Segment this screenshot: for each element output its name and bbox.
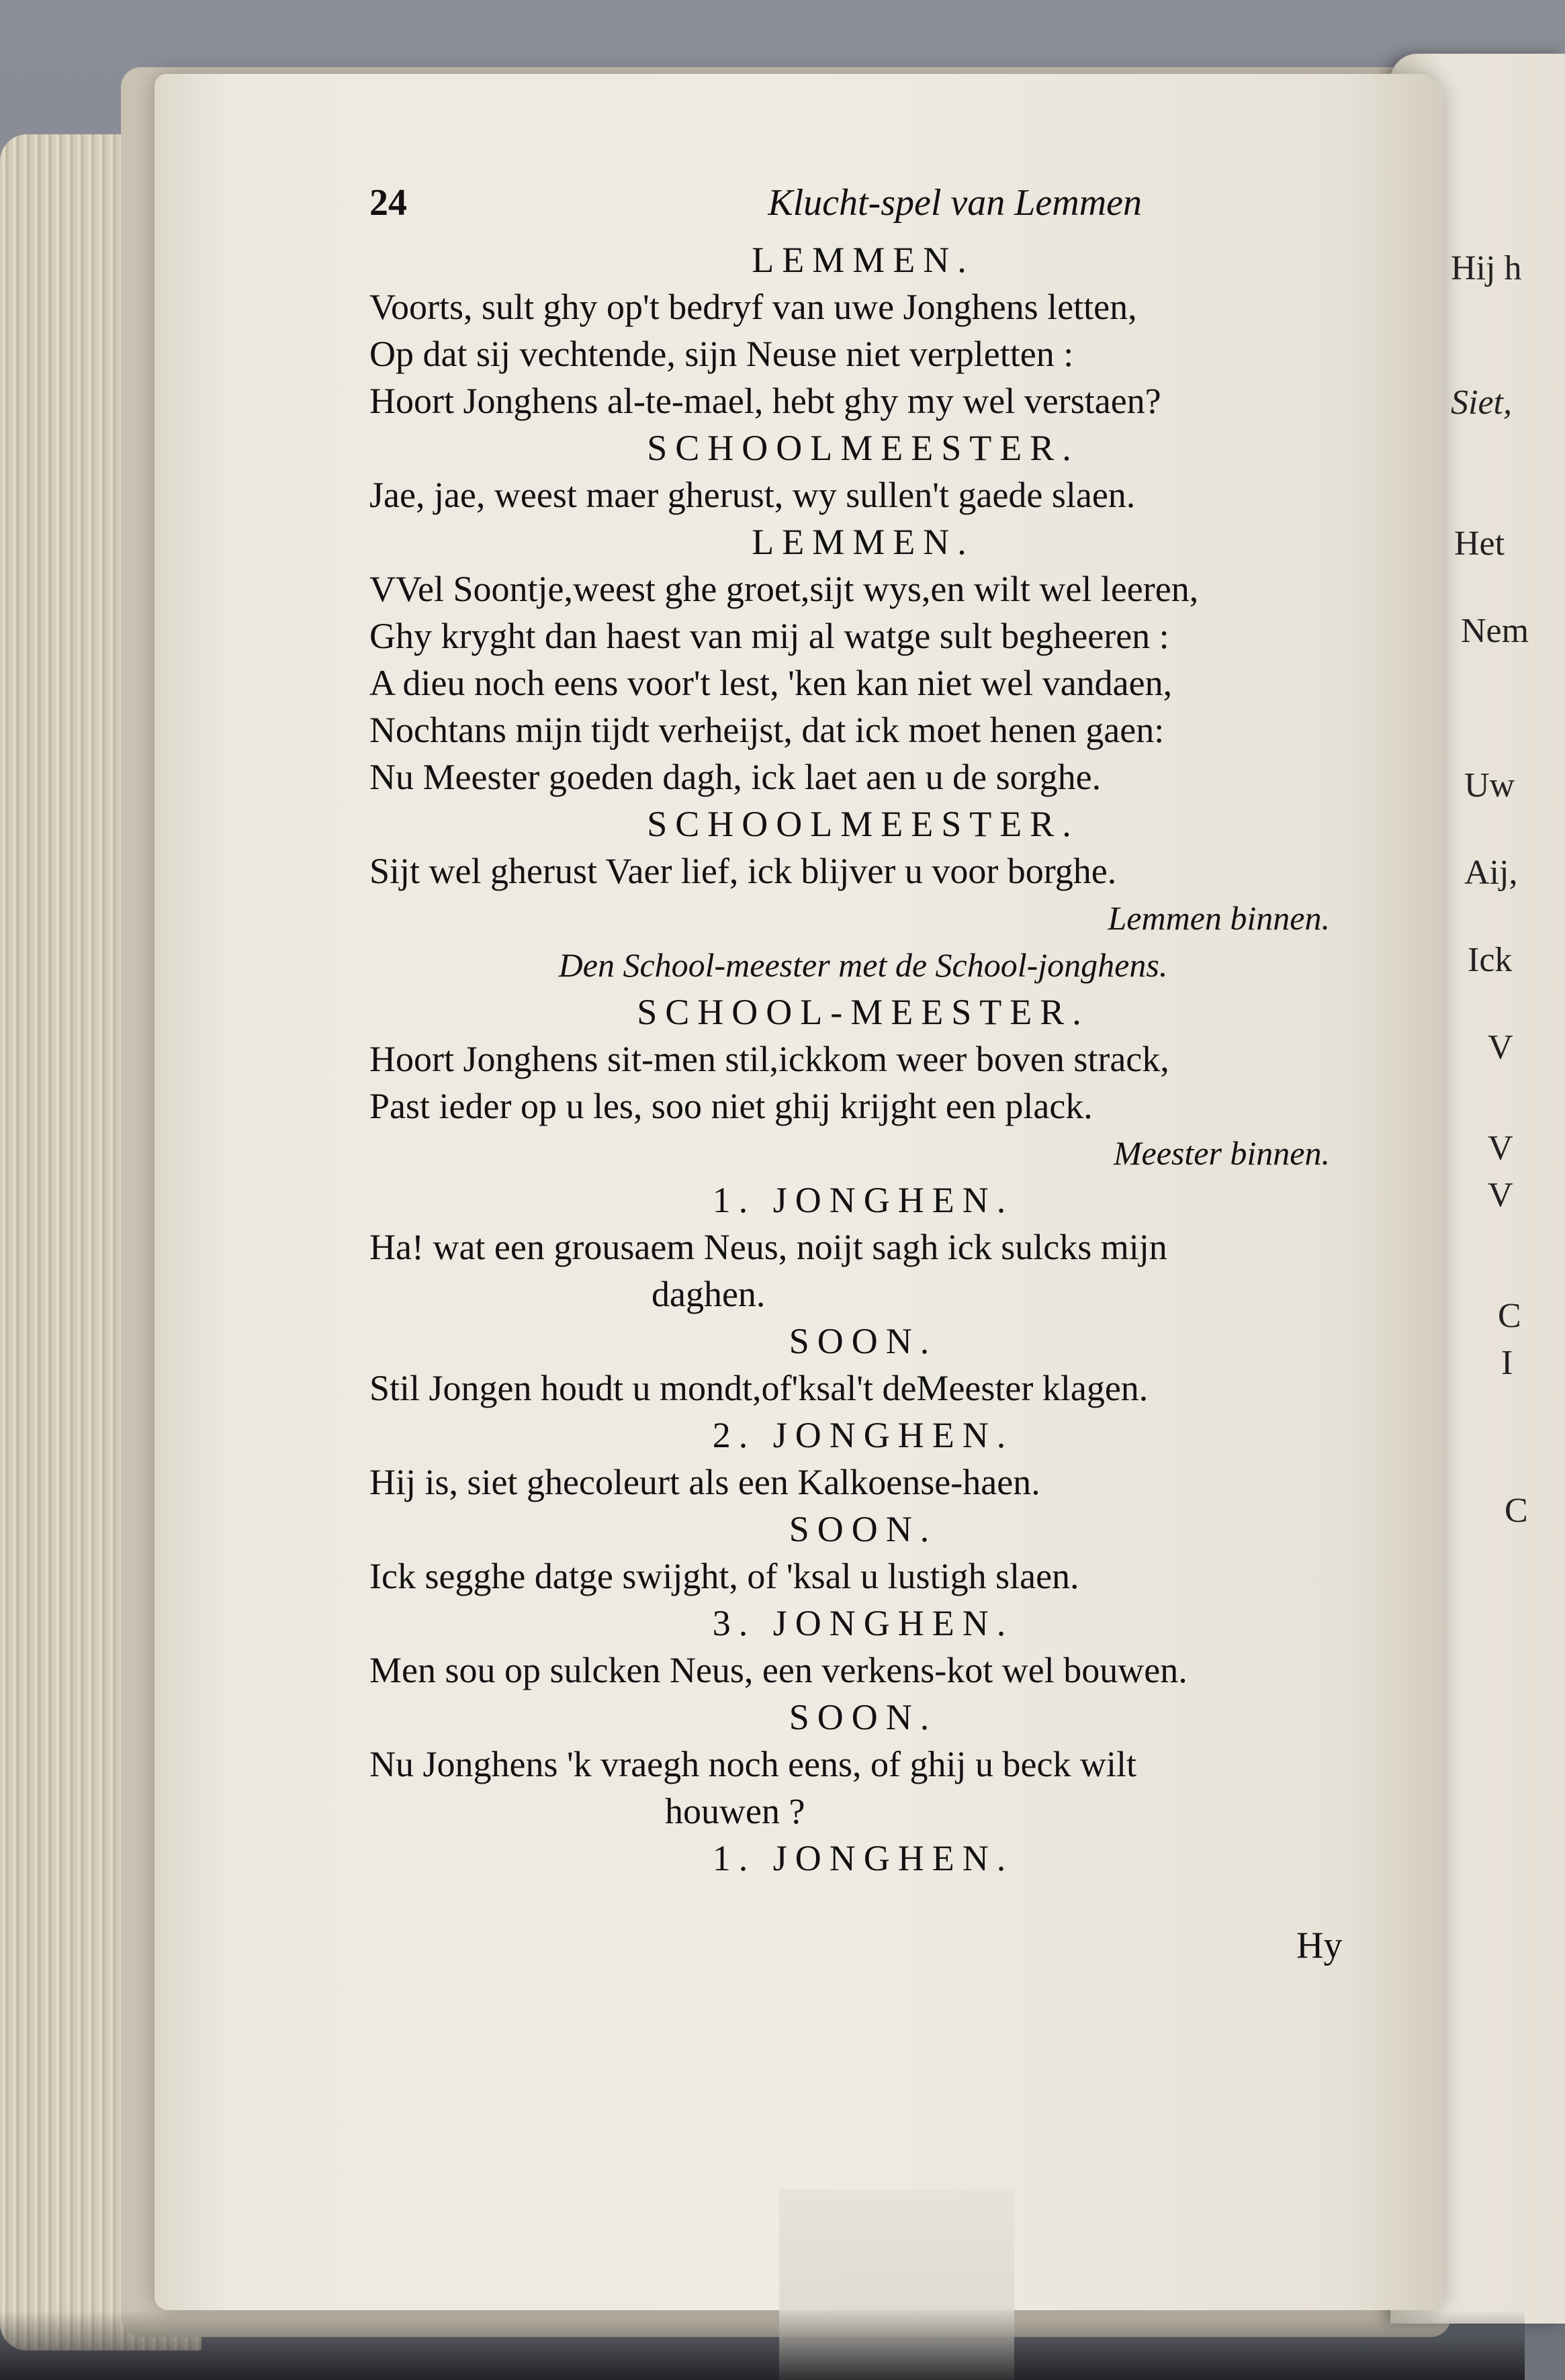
verse-line: daghen. <box>652 1274 766 1314</box>
page-number: 24 <box>369 182 407 224</box>
facing-page-fragment: I <box>1501 1344 1513 1382</box>
verse-line: Voorts, sult ghy op't bedryf van uwe Jonghens letten, <box>369 287 1137 327</box>
page-header <box>369 181 1357 236</box>
verse-line: Ick segghe datge swijght, of 'ksal u lustigh slaen. <box>369 1556 1079 1596</box>
speaker-name: 3. JONGHEN. <box>712 1603 1014 1643</box>
catchword: Hy <box>1296 1925 1343 1966</box>
stage-direction: Meester binnen. <box>1113 1134 1330 1172</box>
speaker-name: SCHOOLMEESTER. <box>647 428 1079 468</box>
verse-line: Nochtans mijn tijdt verheijst, dat ick moet henen gaen: <box>369 710 1165 750</box>
verse-line: Past ieder op u les, soo niet ghij krijght een plack. <box>369 1086 1093 1126</box>
verse-line: Nu Meester goeden dagh, ick laet aen u de sorghe. <box>369 757 1102 797</box>
verse-line: Hoort Jonghens al-te-mael, hebt ghy my wel verstaen? <box>369 381 1161 421</box>
verse-line: Ha! wat een grousaem Neus, noijt sagh ick sulcks mijn <box>369 1227 1167 1267</box>
verse-line: Ghy kryght dan haest van mij al watge sult begheeren : <box>369 616 1169 656</box>
facing-page-fragment: C <box>1498 1297 1521 1335</box>
verse-line: Stil Jongen houdt u mondt,of'ksal't deMeester klagen. <box>369 1368 1149 1408</box>
verse-line: A dieu noch eens voor't lest, 'ken kan niet wel vandaen, <box>369 663 1173 703</box>
facing-page-fragment: Aij, <box>1464 854 1518 892</box>
speaker-name: SCHOOLMEESTER. <box>647 804 1079 844</box>
facing-page-fragment: Hij h <box>1451 249 1522 287</box>
facing-page-fragment: V <box>1488 1176 1513 1214</box>
facing-page-fragment: Het <box>1454 524 1505 563</box>
verse-line: Nu Jonghens 'k vraegh noch eens, of ghij u beck wilt <box>369 1744 1136 1784</box>
page-text <box>369 181 1357 1882</box>
verse-line: Hoort Jonghens sit-men stil,ickkom weer boven strack, <box>369 1039 1169 1079</box>
verse-line: VVel Soontje,weest ghe groet,sijt wys,en wilt wel leeren, <box>369 569 1199 609</box>
speaker-name: 1. JONGHEN. <box>712 1838 1014 1878</box>
verse-line: Jae, jae, weest maer gherust, wy sullen't gaede slaen. <box>369 475 1136 515</box>
facing-page-fragment: C <box>1505 1492 1528 1530</box>
speaker-name: SOON. <box>789 1509 938 1549</box>
facing-page-fragment: Nem <box>1461 612 1529 650</box>
verse-line: Hij is, siet ghecoleurt als een Kalkoense-haen. <box>369 1462 1040 1502</box>
verse-line: Sijt wel gherust Vaer lief, ick blijver u voor borghe. <box>369 851 1117 891</box>
verse-line: Op dat sij vechtende, sijn Neuse niet verpletten : <box>369 334 1074 374</box>
facing-page-fragment: Ick <box>1468 941 1513 979</box>
speaker-name: SOON. <box>789 1697 938 1737</box>
speaker-name: LEMMEN. <box>752 240 975 280</box>
stage-direction: Den School-meester met de School-jonghens. <box>558 946 1168 984</box>
running-title: Klucht-spel van Lemmen <box>768 182 1142 224</box>
speaker-name: 2. JONGHEN. <box>712 1415 1014 1455</box>
facing-page-fragment: V <box>1488 1028 1513 1066</box>
verse-line: Men sou op sulcken Neus, een verkens-kot wel bouwen. <box>369 1650 1188 1690</box>
speaker-name: 1. JONGHEN. <box>712 1180 1014 1220</box>
facing-page-fragment: V <box>1488 1129 1513 1167</box>
facing-page-fragment: Siet, <box>1451 383 1512 422</box>
verse-line: houwen ? <box>665 1791 805 1831</box>
speaker-name: SOON. <box>789 1321 938 1361</box>
play-text <box>369 236 1357 1882</box>
speaker-name: LEMMEN. <box>752 522 975 562</box>
bottom-shadow <box>0 2310 1525 2380</box>
speaker-name: SCHOOL-MEESTER. <box>637 992 1089 1032</box>
facing-page-fragment: Uw <box>1464 766 1515 805</box>
stage-direction: Lemmen binnen. <box>1108 899 1330 937</box>
